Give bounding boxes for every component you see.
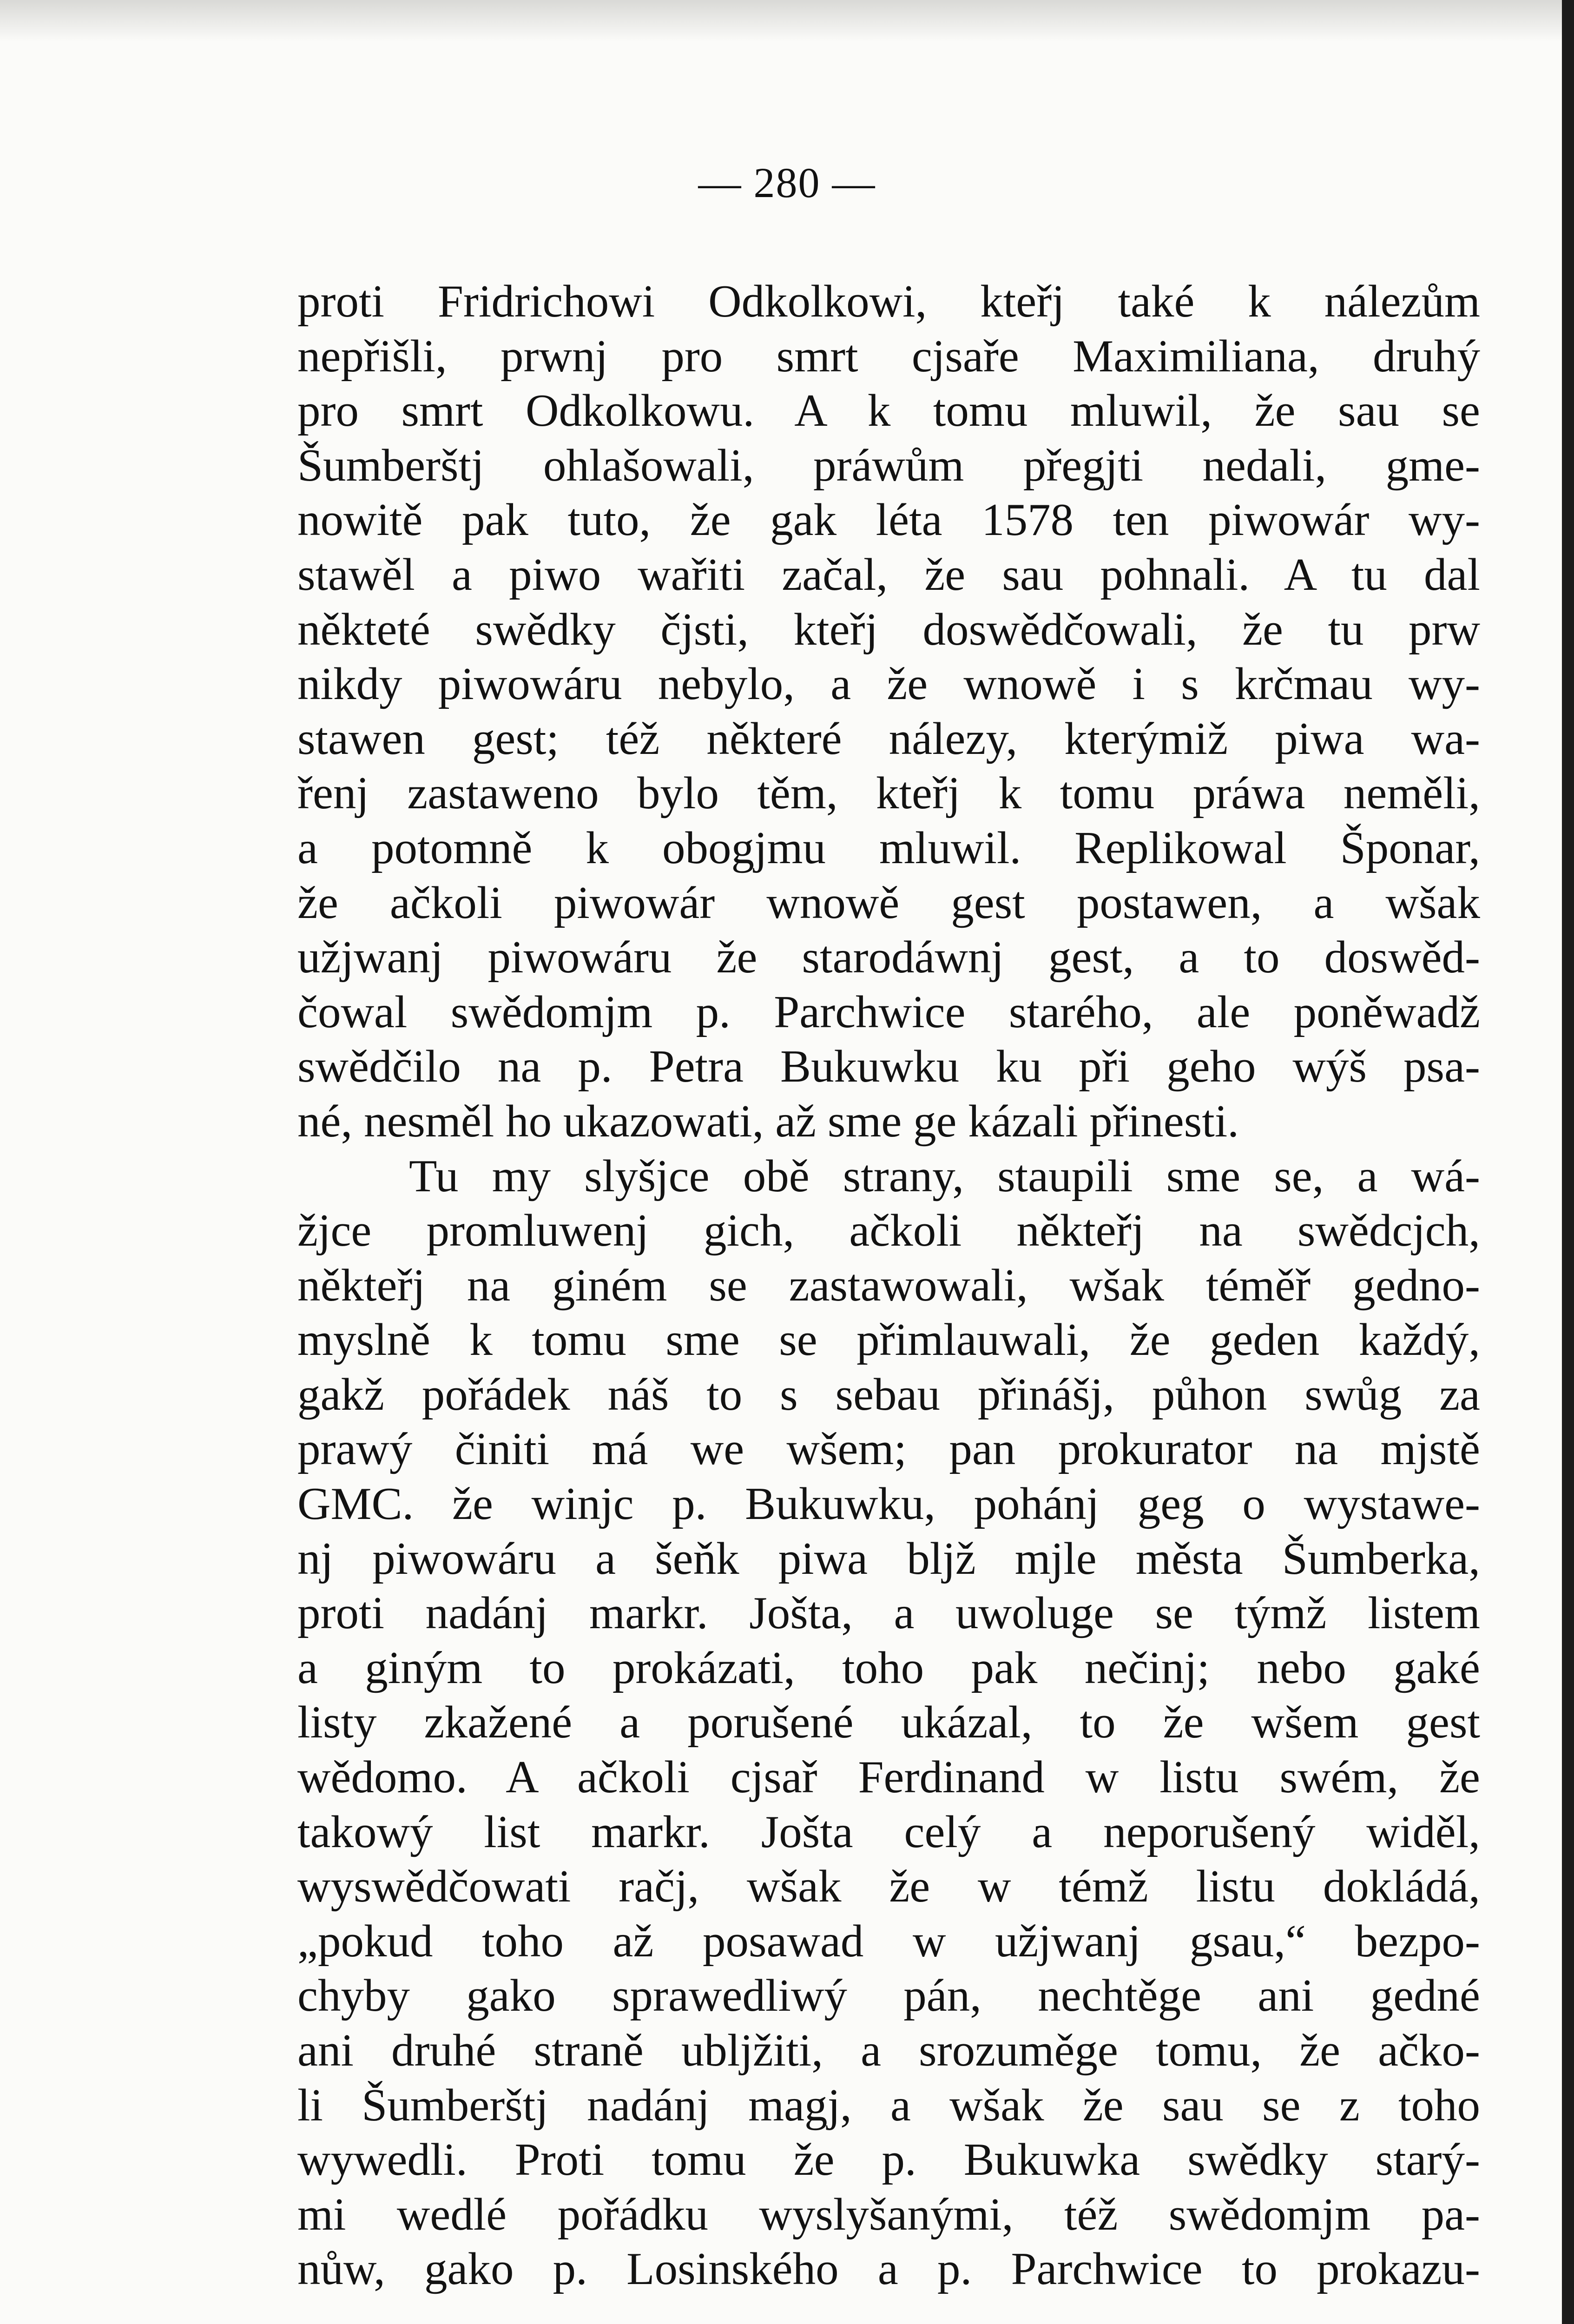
text-line: prawý činiti má we wšem; pan prokurator na mjstě [297,1424,1480,1475]
page-right-edge [1562,0,1574,2324]
text-line: proti Fridrichowi Odkolkowi, kteřj také k nálezům [297,276,1480,327]
text-line: že ačkoli piwowár wnowě gest postawen, a wšak [297,877,1480,928]
text-line: řenj zastaweno bylo těm, kteřj k tomu práwa neměli, [297,768,1480,819]
text-line: nowitě pak tuto, že gak léta 1578 ten piwowár wy- [297,495,1480,546]
text-line: stawěl a piwo wařiti začal, že sau pohnali. A tu dal [297,549,1480,600]
page-top-shadow [0,0,1574,42]
text-line: takowý list markr. Jošta celý a neporušený widěl, [297,1806,1480,1857]
text-line: proti nadánj markr. Jošta, a uwoluge se týmž listem [297,1588,1480,1639]
text-line: wywedli. Proti tomu že p. Bukuwka swědky starý- [297,2134,1480,2185]
text-line: stawen gest; též některé nálezy, kterýmiž piwa wa- [297,713,1480,764]
text-line: myslně k tomu sme se přimlauwali, že geden každý, [297,1314,1480,1366]
text-line: a giným to prokázati, toho pak nečinj; nebo gaké [297,1642,1480,1693]
text-line: li Šumberštj nadánj magj, a wšak že sau se z toho [297,2080,1480,2131]
text-line: chyby gako sprawedliwý pán, nechtěge ani gedné [297,1970,1480,2021]
text-line: a potomně k obogjmu mluwil. Replikowal Šponar, [297,822,1480,873]
text-line: Šumberštj ohlašowali, práwům přegjti nedali, gme- [297,440,1480,491]
text-line: někteřj na giném se zastawowali, wšak téměř gedno- [297,1260,1480,1311]
text-line: žjce promluwenj gich, ačkoli někteřj na swědcjch, [297,1205,1480,1256]
text-line: ani druhé straně ubljžiti, a srozuměge tomu, že ačko- [297,2025,1480,2076]
text-line: listy zkažené a porušené ukázal, to že wšem gest [297,1697,1480,1748]
text-line: někteté swědky čjsti, kteřj doswědčowali, že tu prw [297,604,1480,655]
text-line: čowal swědomjm p. Parchwice starého, ale poněwadž [297,986,1480,1037]
text-line: nepřišli, prwnj pro smrt cjsaře Maximiliana, druhý [297,330,1480,382]
text-line: swědčilo na p. Petra Bukuwku ku při geho wýš psa- [297,1041,1480,1092]
text-line: pro smrt Odkolkowu. A k tomu mluwil, že sau se [297,385,1480,436]
text-line: užjwanj piwowáru že starodáwnj gest, a to doswěd- [297,932,1480,983]
text-line: wědomo. A ačkoli cjsař Ferdinand w listu swém, že [297,1752,1480,1803]
page-number: — 280 — [698,159,876,206]
text-line: wyswědčowati račj, wšak že w témž listu dokládá, [297,1861,1480,1912]
text-line: né, nesměl ho ukazowati, až sme ge kázali přinesti. [297,1096,1239,1147]
text-line: nikdy piwowáru nebylo, a že wnowě i s krčmau wy- [297,659,1480,710]
body-text [297,274,1480,2297]
text-line: GMC. že winjc p. Bukuwku, pohánj geg o wystawe- [297,1479,1480,1530]
text-line: „pokud toho až posawad w užjwanj gsau,“ bezpo- [297,1915,1480,1967]
text-line: gakž pořádek náš to s sebau přinášj, půhon swůg za [297,1369,1480,1420]
text-line: nj piwowáru a šeňk piwa bljž mjle města Šumberka, [297,1533,1480,1584]
text-line: nůw, gako p. Losinského a p. Parchwice to prokazu- [297,2244,1480,2295]
text-line: Tu my slyšjce obě strany, staupili sme se, a wá- [409,1150,1480,1202]
text-line: mi wedlé pořádku wyslyšanými, též swědomjm pa- [297,2189,1480,2240]
